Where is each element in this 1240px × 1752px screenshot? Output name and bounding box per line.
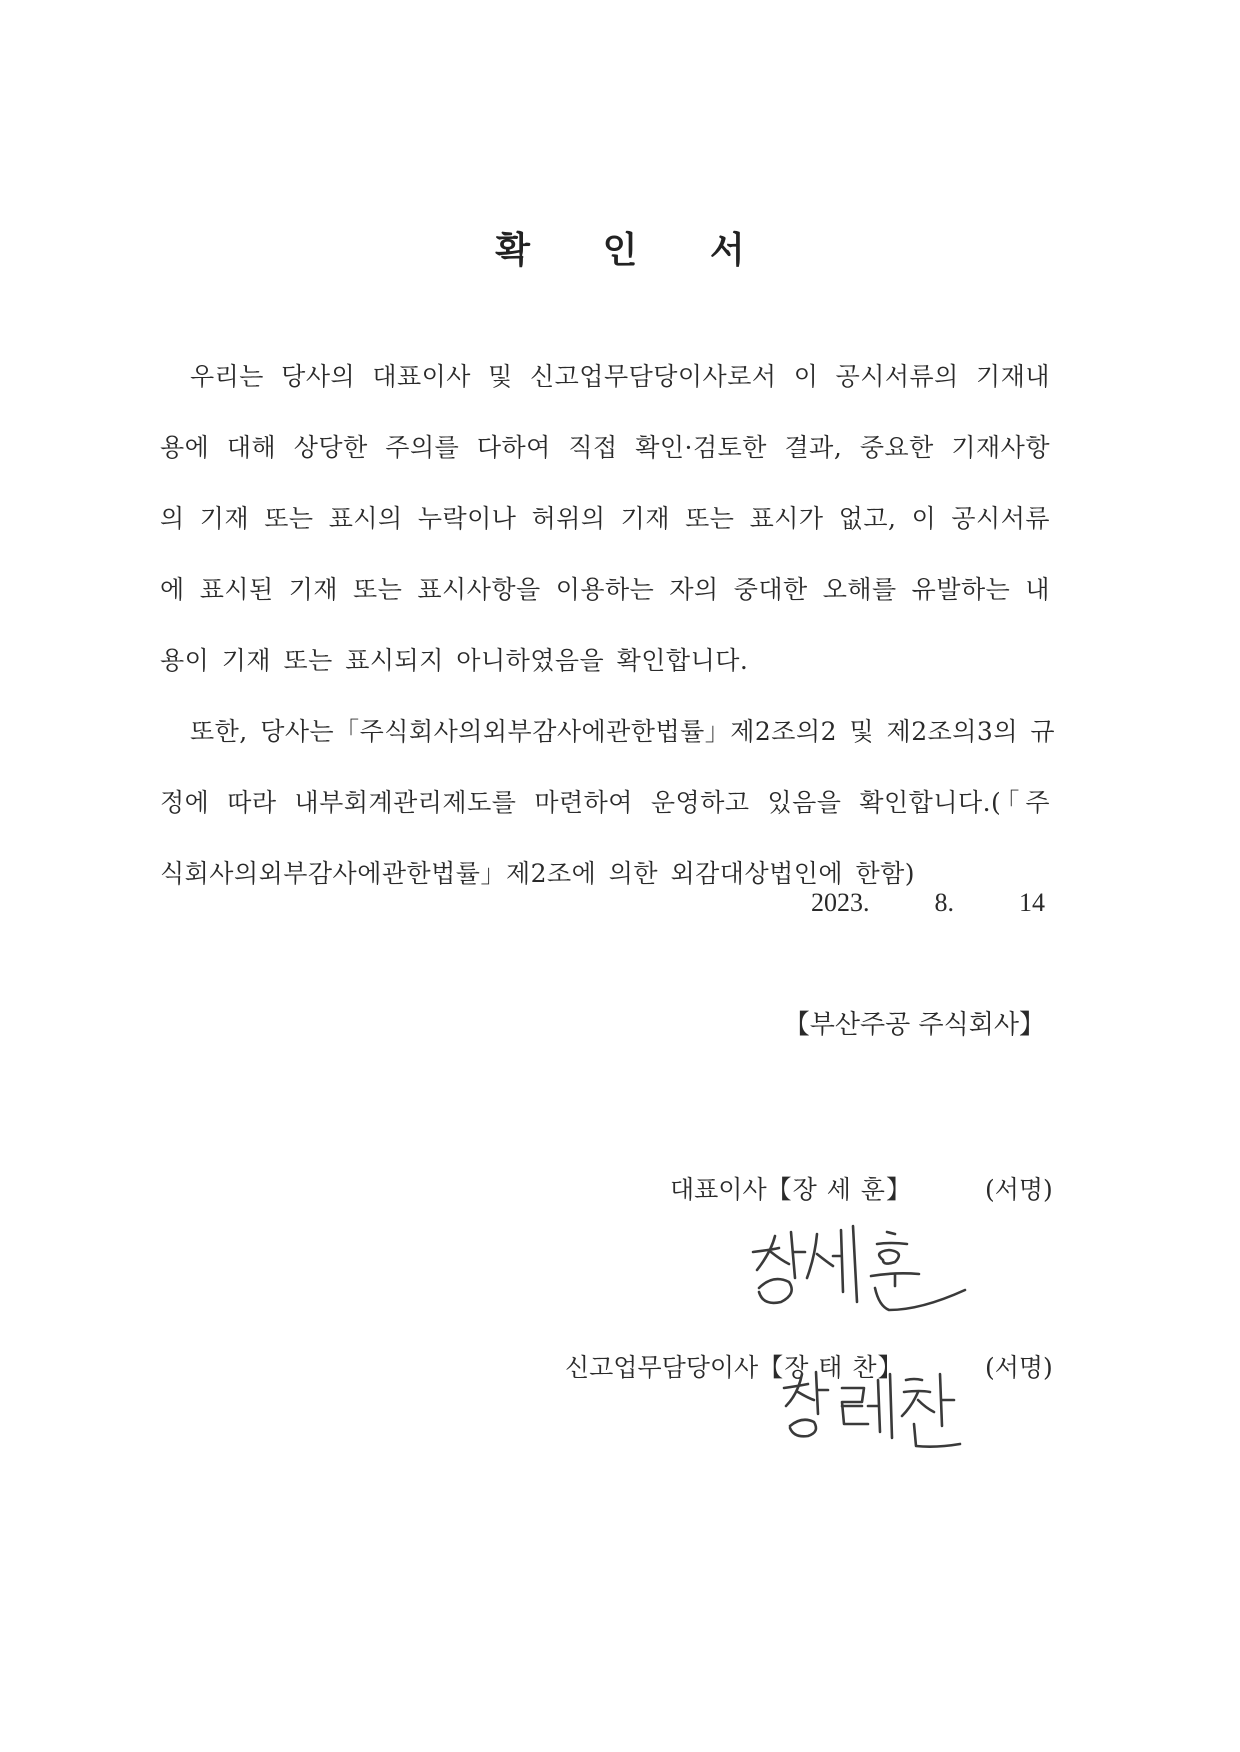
officer-name: 【장 태 찬】 — [758, 1353, 904, 1382]
paragraph-1-line-3: 의 기재 또는 표시의 누락이나 허위의 기재 또는 표시가 없고, 이 공시서류 — [160, 504, 1050, 533]
document-title: 확 인 서 — [495, 230, 775, 271]
paragraph-1-line-4: 에 표시된 기재 또는 표시사항을 이용하는 자의 중대한 오해를 유발하는 내 — [160, 575, 1050, 604]
officer-handwritten-signature — [780, 1366, 970, 1456]
document-date: 2023. 8. 14 — [811, 888, 1045, 917]
ceo-name: 【장 세 훈】 — [766, 1175, 912, 1204]
ceo-role-label: 대표이사 — [670, 1175, 767, 1204]
paragraph-2-line-1: 또한, 당사는「주식회사의외부감사에관한법률」제2조의2 및 제2조의3의 규 — [190, 717, 1056, 746]
paragraph-1-line-5: 용이 기재 또는 표시되지 아니하였음을 확인합니다. — [160, 646, 749, 675]
ceo-signature-mark: (서명) — [985, 1175, 1053, 1204]
officer-role-label: 신고업무담당이사 — [565, 1353, 759, 1382]
ceo-signature-line — [670, 1170, 912, 1206]
paragraph-1-line-2: 용에 대해 상당한 주의를 다하여 직접 확인·검토한 결과, 중요한 기재사항 — [160, 433, 1050, 462]
officer-signature-mark: (서명) — [985, 1353, 1053, 1382]
paragraph-2-line-3: 식회사의외부감사에관한법률」제2조에 의한 외감대상법인에 한함) — [160, 859, 916, 888]
paragraph-1-line-1: 우리는 당사의 대표이사 및 신고업무담당이사로서 이 공시서류의 기재내 — [190, 362, 1050, 391]
company-name: 【부산주공 주식회사】 — [783, 1010, 1045, 1040]
ceo-handwritten-signature — [745, 1222, 975, 1332]
paragraph-2-line-2: 정에 따라 내부회계관리제도를 마련하여 운영하고 있음을 확인합니다.(「주 — [160, 788, 1050, 817]
